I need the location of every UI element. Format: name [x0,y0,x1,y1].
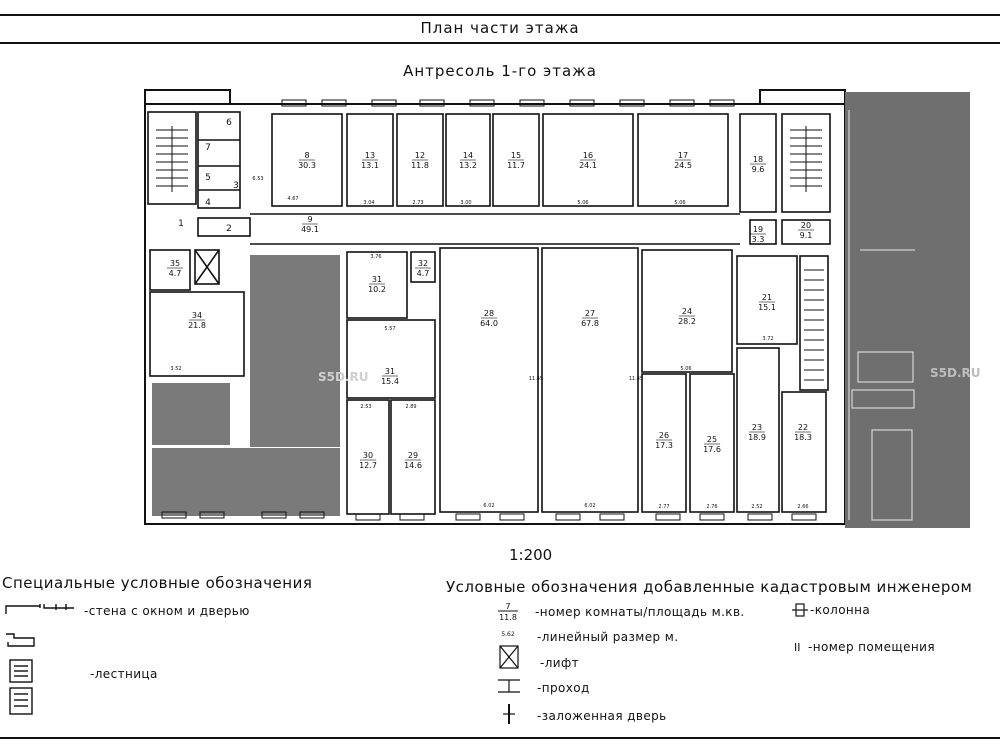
dimension-label: 3.00 [460,200,472,206]
shaded-areas [152,255,340,516]
stair-number: 1 [178,219,184,229]
room-area-label: 11.8 [411,161,429,170]
legend-added-heading: Условные обозначения добавленные кадастровым инженером [446,578,973,596]
room-number-label: 17 [677,151,689,160]
room-number-label: 21 [761,293,773,302]
plan-subtitle: Антресоль 1-го этажа [403,62,597,80]
stair-number: 6 [226,118,232,128]
stair-number: 2 [226,224,232,234]
dimension-label: 4.67 [287,196,299,202]
watermark-right: S5D.RU [930,366,981,380]
legend-sample-dimension: 5.62 [501,631,515,638]
dimension-label: 2.52 [751,504,763,510]
room-number-label: 14 [462,151,474,160]
room-number-label: 12 [414,151,426,160]
legend-stair: -лестница [90,667,158,681]
stair-number: 3 [233,181,239,191]
stair-number: 4 [205,198,211,208]
room-number-label: 20 [800,221,812,230]
room-area-label: 10.2 [368,285,386,294]
room-area-label: 18.9 [748,433,766,442]
adjacent-shaded-block [845,92,970,528]
room-area-label: 4.7 [416,269,430,278]
room-number-label: 31 [371,275,383,284]
dimension-label: 11.45 [628,376,644,382]
wall-door-symbol [6,634,34,646]
dimension-label: 2.77 [658,504,670,510]
legend-sample-room-area: 11.8 [499,613,517,622]
room-area-label: 15.4 [381,377,399,386]
room-area-label: 17.6 [703,445,721,454]
legend-linear-dimension: -линейный размер м. [537,630,679,644]
room-number-label: 24 [681,307,693,316]
room-number-label: 27 [584,309,596,318]
room-area-label: 13.1 [361,161,379,170]
room-number-label: 34 [191,311,203,320]
room-number-label: 28 [483,309,495,318]
legend-column: -колонна [810,603,871,617]
room-area-label: 28.2 [678,317,696,326]
room-number-label: 8 [304,151,310,160]
room-number-label: 30 [362,451,374,460]
room-number-label: 32 [417,259,429,268]
legend-premise-number: -номер помещения [808,640,935,654]
dimension-label: 11.45 [528,376,544,382]
legend-wall-window-door: -стена с окном и дверью [84,604,250,618]
room-number-label: 25 [706,435,718,444]
dimension-label: 5.06 [680,366,692,372]
dimension-label: 5.06 [577,200,589,206]
dimension-label: 3.04 [363,200,375,206]
dimension-label: 3.52 [170,366,182,372]
room-area-label: 30.3 [298,161,316,170]
legend-elevator: -лифт [540,656,580,670]
room-area-label: 24.1 [579,161,597,170]
room-area-label: 11.7 [507,161,525,170]
legend-special-heading: Специальные условные обозначения [2,574,313,592]
stair-number-labels [178,118,239,234]
room-number-label: 9 [307,215,313,224]
legend-sealed-door: -заложенная дверь [537,709,667,723]
room-number-label: 23 [751,423,763,432]
legend-room-number-area: -номер комнаты/площадь м.кв. [535,605,745,619]
room-number-label: 29 [407,451,419,460]
room-area-label: 3.3 [751,235,765,244]
room-number-label: 22 [797,423,809,432]
room-area-label: 21.8 [188,321,206,330]
scale-label: 1:200 [509,546,553,564]
legend-sample-premise-number: II [794,641,801,654]
room-area-label: 67.8 [581,319,599,328]
room-area-label: 9.6 [751,165,765,174]
room-area-label: 17.3 [655,441,673,450]
legend-sample-room-number: 7 [505,602,511,611]
stair-number: 7 [205,143,211,153]
dimension-label: 5.57 [384,326,396,332]
legend-added-symbols [494,600,534,730]
room-number-label: 31 [384,367,396,376]
dimension-label: 6.02 [584,503,596,509]
room-area-label: 13.2 [459,161,477,170]
room-area-label: 49.1 [301,225,319,234]
room-area-label: 9.1 [799,231,813,240]
room-area-label: 12.7 [359,461,377,470]
dimension-label: 6.53 [252,176,264,182]
room-number-label: 18 [752,155,764,164]
stair-number: 5 [205,173,211,183]
room-number-label: 19 [752,225,764,234]
room-number-label: 15 [510,151,522,160]
room-number-label: 26 [658,431,670,440]
dimension-label: 6.02 [483,503,495,509]
room-area-label: 64.0 [480,319,498,328]
legend-passage: -проход [537,681,590,695]
dimension-label: 3.72 [762,336,774,342]
bottom-rule [0,737,1000,739]
watermark-left: S5D.RU [318,370,369,384]
room-number-label: 35 [169,259,181,268]
dimension-label: 2.53 [360,404,372,410]
dimension-label: 2.76 [706,504,718,510]
room-area-label: 4.7 [168,269,182,278]
legend-special-symbols [4,600,82,724]
page-title: План части этажа [420,19,580,37]
room-area-label: 24.5 [674,161,692,170]
dimension-label: 3.76 [370,254,382,260]
dimension-label: 2.89 [405,404,417,410]
dimension-label: 2.73 [412,200,424,206]
stair-symbol-2 [10,688,32,714]
room-area-label: 18.3 [794,433,812,442]
room-number-label: 16 [582,151,594,160]
room-area-label: 15.1 [758,303,776,312]
dimension-label: 2.66 [797,504,809,510]
room-number-label: 13 [364,151,376,160]
dimension-label: 5.06 [674,200,686,206]
room-area-label: 14.6 [404,461,422,470]
wall-window-door-symbol [6,604,74,614]
